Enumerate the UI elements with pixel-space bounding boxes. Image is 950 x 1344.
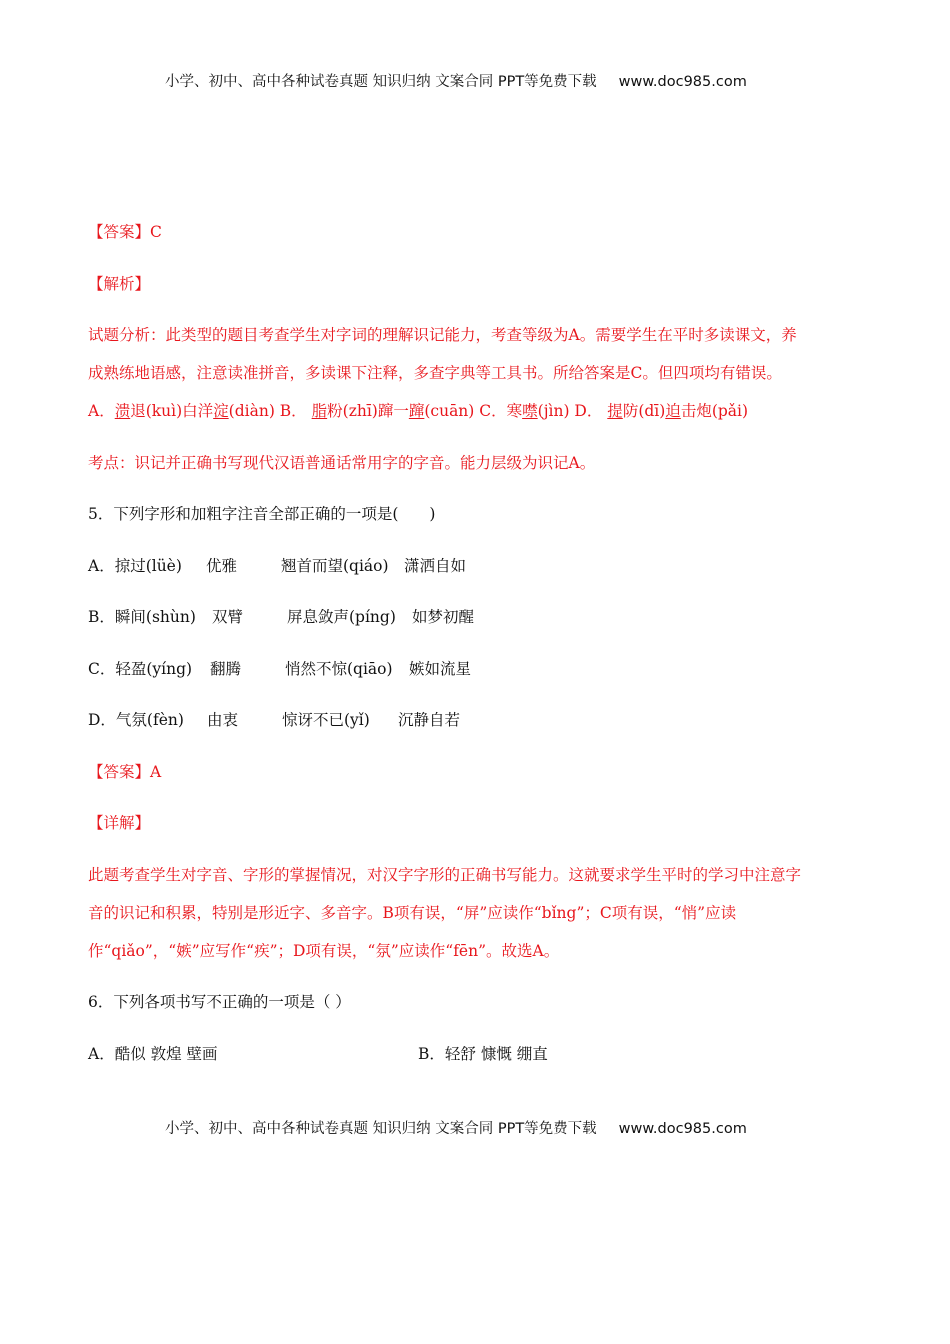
footer-url: www.doc985.com xyxy=(618,1121,747,1137)
footer-text: 小学、初中、高中各种试卷真题 知识归纳 文案合同 PPT等免费下载 xyxy=(165,1121,597,1137)
option-part: A．掠过(lüè) xyxy=(88,557,182,575)
q4-analysis-line2: 成熟练地语感，注意读准拼音，多读课下注释，多查字典等工具书。所给答案是C。但四项均有错误。 xyxy=(88,364,782,382)
q4-kaodian: 考点：识记并正确书写现代汉语普通话常用字的字音。能力层级为识记A。 xyxy=(88,454,596,472)
q5-option-a xyxy=(88,556,466,576)
q4-analysis-label: 【解析】 xyxy=(88,275,151,293)
option-part: 惊讶不已(yǐ) xyxy=(282,711,370,729)
q5-detail-line3: 作“qiǎo”，“嫉”应写作“疾”；D项有误，“氛”应读作“fēn”。故选A。 xyxy=(88,942,560,960)
option-part: D．气氛(fèn) xyxy=(88,711,184,729)
option-part: 如梦初醒 xyxy=(412,608,475,626)
header-url: www.doc985.com xyxy=(618,74,747,90)
option-part: 优雅 xyxy=(206,557,238,575)
q5-option-b xyxy=(88,607,474,627)
option-part: 翻腾 xyxy=(210,660,242,678)
option-part: 悄然不惊(qiāo) xyxy=(285,660,393,678)
page-footer xyxy=(165,1117,747,1138)
option-part: 翘首而望(qiáo) xyxy=(281,557,389,575)
q5-option-c xyxy=(88,659,471,679)
q6-option-a: A．酷似 敦煌 壁画 xyxy=(88,1045,218,1063)
q5-question: 5．下列字形和加粗字注音全部正确的一项是( ) xyxy=(88,505,436,523)
corr-underlined-char: 蹿 xyxy=(408,402,425,420)
option-part: C．轻盈(yíng) xyxy=(88,660,193,678)
q4-corrections xyxy=(88,401,748,421)
corr-text: 击炮(pǎi) xyxy=(680,402,749,420)
option-part: 屏息敛声(píng) xyxy=(287,608,396,626)
q5-option-d xyxy=(88,710,460,730)
corr-text: 退(kuì)白洋 xyxy=(130,402,214,420)
corr-text: 粉(zhī)蹿一 xyxy=(327,402,409,420)
option-part: 潇洒自如 xyxy=(404,557,467,575)
corr-underlined-char: 脂 xyxy=(311,402,328,420)
corr-underlined-char: 提 xyxy=(607,402,623,420)
q6-option-b: B．轻舒 慷慨 绷直 xyxy=(418,1045,548,1063)
q5-answer: 【答案】A xyxy=(88,763,162,781)
option-part: B．瞬间(shùn) xyxy=(88,608,196,626)
q4-analysis-line1: 试题分析：此类型的题目考查学生对字词的理解识记能力，考查等级为A。需要学生在平时多读课文，养 xyxy=(88,326,797,344)
header-text: 小学、初中、高中各种试卷真题 知识归纳 文案合同 PPT等免费下载 xyxy=(165,74,597,90)
q5-detail-line1: 此题考查学生对字音、字形的掌握情况，对汉字字形的正确书写能力。这就要求学生平时的学习中注意字 xyxy=(88,866,802,884)
option-part: 双臂 xyxy=(212,608,244,626)
corr-text: (diàn) B． xyxy=(228,402,307,420)
q6-question: 6．下列各项书写不正确的一项是（ ） xyxy=(88,993,351,1011)
option-part: 嫉如流星 xyxy=(409,660,472,678)
corr-underlined-char: 噤 xyxy=(522,402,538,420)
option-part: 沉静自若 xyxy=(398,711,461,729)
corr-underlined-char: 迫 xyxy=(665,402,681,420)
q4-answer: 【答案】C xyxy=(88,223,162,241)
corr-underlined-char: 淀 xyxy=(213,402,229,420)
corr-text: (cuān) C．寒 xyxy=(424,402,523,420)
corr-underlined-char: 溃 xyxy=(114,402,131,420)
corr-label: A． xyxy=(88,402,115,420)
q5-detail-label: 【详解】 xyxy=(88,814,151,832)
corr-text: (jìn) D． xyxy=(537,402,603,420)
page-header xyxy=(165,70,747,91)
q5-detail-line2: 音的识记和积累，特别是形近字、多音字。B项有误，“屏”应读作“bǐng”；C项有误，“悄”应读 xyxy=(88,904,737,922)
corr-text: 防(dī) xyxy=(622,402,666,420)
option-part: 由衷 xyxy=(207,711,239,729)
